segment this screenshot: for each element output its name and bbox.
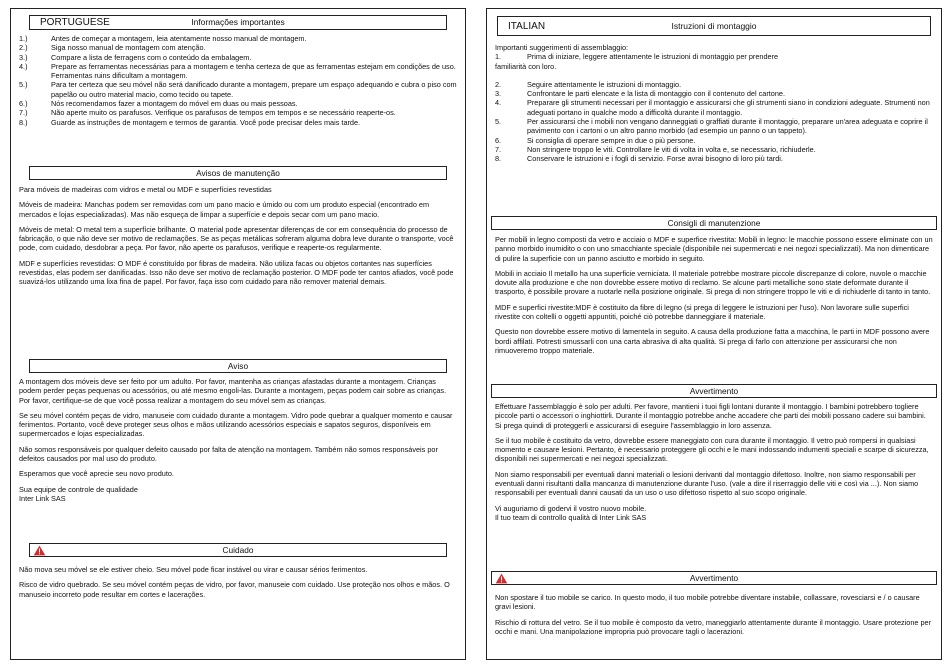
item-number: 4. [495,98,502,108]
item-text: Prima di iniziare, leggere attentamente le istruzioni di montaggio per prendere [527,52,779,62]
paragraph: Rischio di rottura del vetro. Se il tuo mobile è composto da vetro, maneggiarlo attentamente durante il montaggio. Usare protezione per occhi e mani. Una manipolazione impropria può provocare tagli o lacerazioni. [495,617,932,636]
paragraph: Per mobili in legno composti da vetro e acciaio o MDF e superfice rivestita: Mobili in legno: le macchie possono essere eliminate con un panno morbido inumidito o con uno smacchiante speciale (disponibile nei supermercati e nei negozi specializzati). Ma non dimenticare di pulire la superficie con un panno asciutto e morbido in seguito. [495,235,933,263]
paragraph: Se il tuo mobile è costituito da vetro, dovrebbe essere maneggiato con cura durante il montaggio. Il vetro può rompersi in qualsiasi momento e causare lesioni. Pertanto, è necessario proteggere gli occhi e le mani indossando indumenti speciali e scarpe di sicurezza, disponibili nei supermercati e nei negozi specializzati. [495,435,929,464]
list-item [19,99,457,108]
list-item [495,154,933,163]
list-item [19,53,457,62]
item-text: Non stringere troppo le viti. Controllare le viti di volta in volta e, se necessario, richiuderle. [527,144,816,154]
item-text: Conservare le istruzioni e i fogli di servizio. Forse avrai bisogno di loro più tardi. [527,154,783,164]
item-number: 2.) [19,43,28,53]
item-text: Confrontare le parti elencate e la lista di montaggio con il contenuto del cartone. [527,89,785,99]
warning-title: Avvertimento [689,386,739,396]
paragraph: Mobili in acciaio Il metallo ha una superficie verniciata. Il materiale potrebbe mostrare piccole discrepanze di colore, nuvole o macchie dovute alla produzione e che non dovrebbe essere motivo di reclamo. Se alcune parti metalliche sono state deformate durante il trasporto, è possibile provare a ruotarle nella posizione originale. Si prega di non stringere troppo le viti e di richiuderle di tanto in tanto. [495,268,931,297]
paragraph: MDF e superfici rivestite:MDF è costituito da fibre di legno (si prega di leggere le istruzioni per l'uso). Non lavorare sulle superfici rivestite con coltelli o oggetti appuntiti, poiché ciò potrebbe danneggiare il materiale. [495,302,909,322]
list-item [19,80,457,99]
paragraph: Sua equipe de controle de qualidade Inter Link SAS [19,484,138,503]
maintenance-title: Consigli di manutenzione [667,218,761,228]
item-text: Preparare gli strumenti necessari per il montaggio e assicurarsi che gli strumenti siano in condizioni adeguate. Strumenti non adeguati portano in qualche modo a difficoltà durante il montaggio. [527,98,930,117]
paragraph: Móveis de metal: O metal tem a superfície brilhante. O material pode apresentar diferenças de cor em consequência do processo de fabricação, o que não deve ser motivo de reclamações. Se as peças metálicas sofreram alguma dobra leve durante o transporte, você pode, com cuidado, desdobrar a peça. Por favor, não aperte os parafusos, verifique e reaperte-os regularmente. [19,224,454,253]
instructions-list [19,34,457,127]
paragraph: Esperamos que você aprecie seu novo produto. [19,469,174,479]
header-title: Istruzioni di montaggio [671,21,757,31]
item-number: 5.) [19,80,28,90]
maintenance-text [495,235,933,361]
item-text: Para ter certeza que seu móvel não será danificado durante a montagem, prepare um espaço adequando e cubra o piso com papelão ou outro material macio, como tecido ou tapete. [51,80,457,99]
portuguese-page [10,8,466,660]
item-number: 1. [495,52,502,62]
item-text: Prepare as ferramentas necessárias para a montagem e tenha certeza de que as ferramentas estejam em condições de uso. Ferramentas ruins dificultam a montagem. [51,61,456,81]
paragraph: Móveis de madeira: Manchas podem ser removidas com um pano macio e úmido ou com um produto especial (encontrado em mercados e lojas especializadas). Mas não esqueça de limpar a superfície e depois secar com um pano macio. [19,200,430,219]
item-number: 2. [495,79,502,89]
list-item [19,34,457,43]
item-number: 3.) [19,52,28,62]
paragraph: Não somos responsáveis por qualquer defeito causado por falta de atenção na montagem. Também não somos responsáveis por defeitos causados por mal uso do produto. [19,444,438,464]
header-title: Informações importantes [191,17,285,27]
care-title: Cuidado [222,545,254,555]
item-text: Seguire attentamente le istruzioni di montaggio. [527,79,682,89]
item-number: 5. [495,117,502,127]
paragraph: Questo non dovrebbe essere motivo di lamentela in seguito. A causa della produzione fatta a macchina, le parti in MDF possono avere bordi affilati. Potresti smussarli con una carta abrasiva di alta qualità. Si prega di farlo con attenzione per assicurarsi che non rimuoveremo troppo materiale. [495,327,930,355]
paragraph: Risco de vidro quebrado. Se seu móvel contém peças de vidro, por favor, manuseie com cuidado. Use proteção nos olhos e mãos. O manuseio incorreto pode resultar em cortes e lacerações. [19,580,450,599]
paragraph: A montagem dos móveis deve ser feito por um adulto. Por favor, mantenha as crianças afastadas durante a montagem. Crianças podem perder peças pequenas ou acessórios, ou até mesmo engoli-las. Durante a montagem, peças podem cair sobre as crianças. Por favor, certifique-se de que você possa realizar a montagem do seu móvel sem as crianças. [19,377,447,405]
warning-triangle-icon [495,573,508,584]
item-number: 6. [495,135,502,145]
maintenance-title: Avisos de manutenção [196,168,280,178]
item-number: 1.) [19,34,28,43]
item-number: 6.) [19,99,28,109]
language-label: PORTUGUESE [40,17,110,28]
paragraph: Para móveis de madeiras com vidros e metal ou MDF e superfícies revestidas [19,185,272,194]
care-title: Avvertimento [689,573,739,583]
item-text: Antes de começar a montagem, leia atentamente nosso manual de montagem. [51,34,307,43]
item-number: 7.) [19,108,28,118]
item-number: 3. [495,89,502,99]
item-text: Não aperte muito os parafusos. Verifique os parafusos de tempos em tempos e se necessário reaperte-os. [51,108,396,118]
warning-text [19,377,457,509]
list-item [495,89,933,98]
list-item [19,62,457,81]
list-item [495,80,933,89]
item-text: Per assicurarsi che i mobili non vengano danneggiati o graffiati durante il montaggio, preparare un'area adeguata e coprire il pavimento con i cartoni o un altro panno morbido (ad esempio un panno o un tappeto). [527,117,928,136]
item-number: 8.) [19,117,28,127]
item-text: Siga nosso manual de montagem com atenção. [51,43,206,53]
italian-page [486,8,942,660]
item-text: Si consiglia di operare sempre in due o più persone. [527,135,696,145]
portuguese-header [29,15,447,30]
paragraph: MDF e superfícies revestidas: O MDF é constituído por fibras de madeira. Não utiliza facas ou objetos cortantes nas superfícies revestidas, elas podem ser danificadas. Isso não deve ser motivo de reclamação posterior. O MDF pode ter cantos afiados, você pode suavizá-los utilizando uma lixa fina de papel. Por favor, faça isso com cuidado para não remover material demais. [19,258,454,287]
warning-triangle-icon [33,545,46,556]
paragraph: Effettuare l'assemblaggio è solo per adulti. Per favore, mantieni i tuoi figli lontani durante il montaggio. I bambini potrebbero togliere piccole parti o accessori o inghiottirli. Durante il montaggio potrebbe anche accadere che parti dei mobili possano cadere sui bambini. Si prega quindi di proteggerli e assicurarsi di eseguire l'assemblaggio in loro assenza. [495,402,926,430]
paragraph: Se seu móvel contém peças de vidro, manuseie com cuidado durante a montagem. Vidro pode quebrar a qualquer momento e causar ferimentos. Portanto, você deve proteger seus olhos e mãos utilizando acessórios especiais e sapatos seguros, disponíveis em supermercados e lojas especializadas. [19,410,453,439]
item-number: 7. [495,144,502,154]
item-number: 8. [495,154,502,164]
item-text: Guarde as instruções de montagem e termos de garantia. Você pode precisar deles mais tarde. [51,117,361,127]
warning-heading [491,384,937,398]
care-heading [491,571,937,585]
instructions-list [495,43,933,164]
list-item [19,108,457,117]
item-number: 4.) [19,61,28,71]
warning-title: Aviso [227,361,249,371]
care-text [495,593,933,642]
paragraph: Non spostare il tuo mobile se carico. In questo modo, il tuo mobile potrebbe diventare instabile, collassare, rovesciarsi e / o causare gravi lesioni. [495,593,920,612]
paragraph: Non siamo responsabili per eventuali danni materiali o lesioni derivanti dal montaggio difettoso. Inoltre, non siamo responsabili per eventuali danni risultanti dalla mancanza di manutenzione durante l'uso. (vale a dire il riserraggio delle viti e così via ...). Non siamo responsabili per eventuali danni causati da un uso o uso difettoso rispetto al suo scopo originale. [495,469,919,498]
list-item [495,98,933,117]
item-text: Nós recomendamos fazer a montagem do móvel em duas ou mais pessoas. [51,99,298,109]
warning-text [495,402,933,528]
maintenance-heading [491,216,937,230]
care-text [19,565,457,605]
intro-text: Importanti suggerimenti di assemblaggio: [495,43,629,52]
paragraph: Vi auguriamo di godervi il vostro nuovo mobile. Il tuo team di controllo qualità di Inter Link SAS [495,503,647,522]
care-heading [29,543,447,557]
language-label: ITALIAN [508,21,546,32]
list-item [19,118,457,127]
list-item [495,136,933,145]
item-text: Compare a lista de ferragens com o conteúdo da embalagem. [51,52,252,62]
maintenance-heading [29,166,447,180]
list-item [495,52,933,61]
warning-heading [29,359,447,373]
italian-header [497,16,931,36]
maintenance-text [19,185,457,293]
list-item [495,117,933,136]
list-item [19,43,457,52]
item-continuation: familiarità con loro. [495,61,557,71]
paragraph: Não mova seu móvel se ele estiver cheio. Seu móvel pode ficar instável ou virar e causar sérios ferimentos. [19,565,368,574]
list-item [495,145,933,154]
